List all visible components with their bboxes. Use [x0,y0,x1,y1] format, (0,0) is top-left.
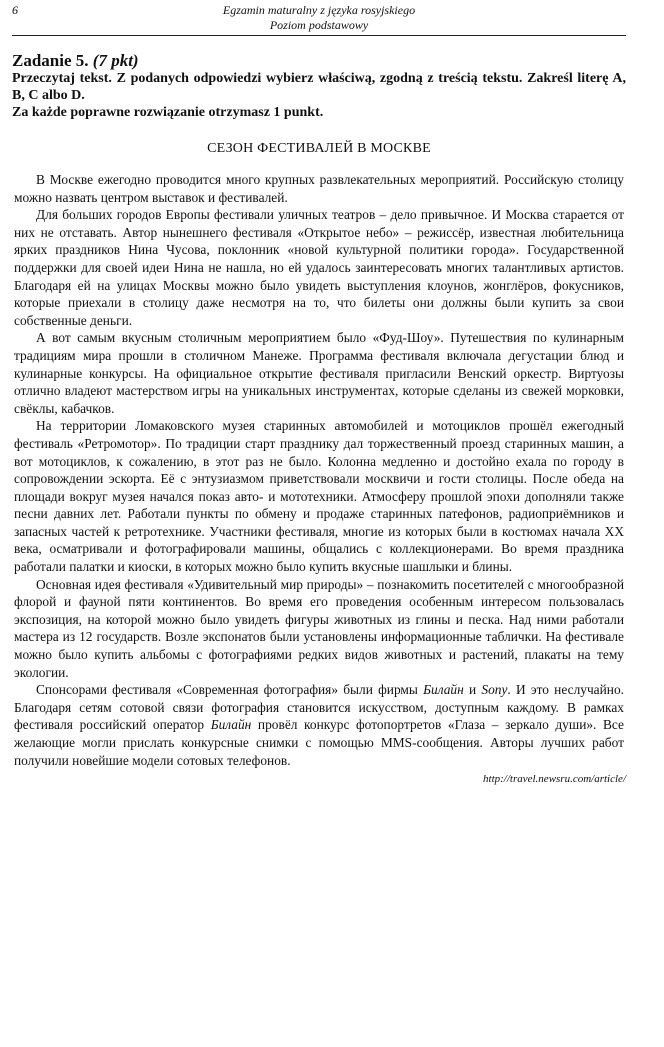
exam-page [12,0,626,785]
paragraph-text: . И это неслучайно. Благодаря сетям сотовой связи фотография становится искусством, доступным каждому. В рамках фестиваля российский оператор [14,682,625,733]
exam-title-line: Egzamin maturalny z języka rosyjskiego [222,3,416,17]
article-paragraph: А вот самым вкусным столичным мероприятием было «Фуд-Шоу». Путешествия по кулинарным традициям мира прошли в столичном Манеже. Программа фестиваля включала дегустации блюд и кулинарные конкурсы. На официальное открытие фестиваля пригласили Венский оркестр. Виртуозы отлично владеют мастерством игры на уникальных инструментах, которые сделаны из свежей морковки, свёклы, кабачков. [14,330,624,416]
paragraph-text: Спонсорами фестиваля «Современная фотография» были фирмы [36,682,424,698]
article-paragraph: На территории Ломаковского музея старинных автомобилей и мотоциклов прошёл ежегодный фестиваль «Ретромотор». По традиции старт празднику дал торжественный проезд старинных машин, а вот мотоциклов, к сожалению, в этот раз не было. Колонна медленно и достойно ехала по городу в сопровождении эскорта. Её с энтузиазмом приветствовали москвичи и гости столицы. После обеда на площади вокруг музея начался показ авто- и мототехники. Атмосферу прошлой эпохи дополняли также песни давних лет. Работали пункты по обмену и продаже старинных патефонов, радиоприёмников и запасных частей к ретротехнике. Участники фестиваля, многие из которых были в костюмах начала XX века, осматривали и фотографировали машины, общались с коллекционерами. Во время праздника работали палатки и киоски, в которых можно было купить вкусные шашлыки и блины. [14,418,624,575]
article-paragraph: Для больших городов Европы фестивали уличных театров – дело привычное. И Москва старается от них не отставать. Автор нынешнего фестиваля «Открытое небо» – режиссёр, известная любительница ярких праздников Нина Чусова, поклонник «новой культурной политики города». Государственной поддержки для своей идеи Нина не нашла, но ей удалось заинтересовать многих талантливых артистов. Благодаря ей на улицах Москвы можно было увидеть выступления клоунов, жонглёров, фокусников, которые приехали в столицу даже несмотря на то, что билеты они должны были купить за свои собственные деньги. [14,207,624,328]
article-paragraph: В Москве ежегодно проводится много крупных развлекательных мероприятий. Российскую столицу можно назвать центром выставок и фестивалей. [14,172,624,205]
article-title: СЕЗОН ФЕСТИВАЛЕЙ В МОСКВЕ [207,141,431,156]
exam-header-title [12,3,626,33]
paragraph-text: и [463,682,482,698]
exam-level-line: Poziom podstawowy [269,18,369,32]
brand-name: Билайн [210,717,252,733]
page-header [12,0,626,36]
paragraph-text: провёл конкурс фотопортретов «Глаза – зеркало души». Все желающие могли прислать конкурсные снимки с помощью MMS-сообщения. Авторы лучших работ получили новейшие модели сотовых телефонов. [14,717,624,768]
brand-name: Sony [481,682,508,698]
article-body [12,171,626,769]
task-scoring-note: Za każde poprawne rozwiązanie otrzymasz 1 punkt. [12,105,324,120]
article-paragraph: Основная идея фестиваля «Удивительный мир природы» – познакомить посетителей с многообразной флорой и фауной пяти континентов. Во время его проведения особенным интересом пользовалась экспозиция, на которой можно было увидеть фигуры животных из глины и песка. Над ними работали мастера из 12 государств. Возле экспонатов были установлены информационные таблички. На фестивале можно было купить альбомы с фотографиями редких видов животных и растений, плакаты на тему экологии. [14,576,624,680]
source-citation: http://travel.newsru.com/article/ [483,773,626,786]
article-paragraph [14,681,624,769]
task-instruction: Przeczytaj tekst. Z podanych odpowiedzi wybierz właściwą, zgodną z treścią tekstu. Zakreśl literę A, B, C albo D. [12,71,626,103]
task-number: Zadanie 5. [12,51,89,70]
task-points: (7 pkt) [92,51,139,70]
brand-name: Билайн [423,682,464,698]
page-number: 6 [12,3,18,17]
task-title [12,51,626,70]
task-block [12,51,626,121]
